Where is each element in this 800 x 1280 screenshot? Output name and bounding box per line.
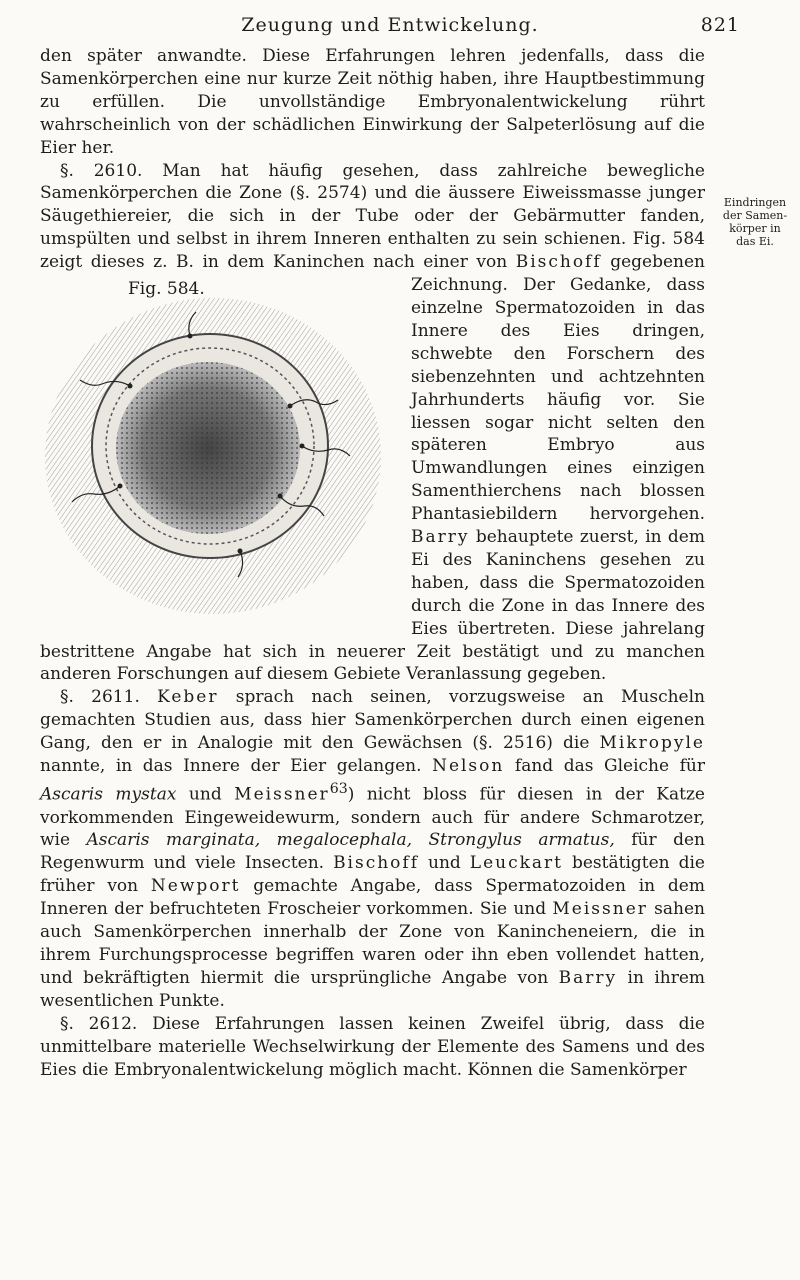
page-number: 821 — [700, 14, 740, 36]
margin-note-line: das Ei. — [736, 235, 774, 248]
author-name: Bischoff — [515, 252, 602, 273]
text-run: nannte, in das Innere der Eier gelangen. — [40, 756, 433, 777]
running-header — [40, 14, 740, 44]
paragraph-2610 — [40, 160, 705, 687]
paragraph-2612: §. 2612. Diese Erfahrungen lassen keinen Zweifel übrig, dass die unmittelbare materielle Wechselwirkung der Elemente des Samens und des Eies die Embryonalentwickelung möglich macht. Können die Samenkörper — [40, 1013, 705, 1080]
text-run: ) nicht bloss für diesen in der Katze vorkommenden Eingeweidewurm, sondern auch für andere Schmarotzer, wie — [40, 784, 705, 851]
rabbit-egg-illustration — [40, 296, 390, 621]
text-run: §. 2610. Man hat häufig gesehen, dass zahlreiche bewegliche Samenkörperchen die Zone (§. 2574) und die äussere Eiweissmasse junger Säugethiereier, die sich in der Tube oder der Gebärmutter fanden, umspülten und selbst in ihrem Inneren enthalten zu sein schienen. Fig. 584 zeigt dieses z. B. in dem Kaninchen nach einer von — [40, 160, 705, 273]
text-run: §. 2611. — [60, 687, 158, 708]
figure-caption: Fig. 584. — [128, 279, 205, 300]
text-run: gemachte Angabe, dass Spermatozoiden in dem Inneren der befruchteten Froscheier vorkommen. Sie und — [40, 876, 705, 920]
author-name: Leuckart — [469, 853, 563, 874]
body-text — [40, 45, 705, 1081]
text-run: und — [176, 784, 235, 805]
author-name: Newport — [150, 876, 241, 897]
running-title: Zeugung und Entwickelung. — [241, 14, 539, 36]
text-run: und — [419, 853, 470, 874]
species-name: Ascaris mystax — [40, 784, 177, 805]
author-name: Barry — [558, 967, 618, 988]
margin-note-line: körper in — [729, 222, 781, 235]
text-run: sprach nach seinen, vorzugsweise an Muscheln gemachten Studien aus, dass hier Samenkörperchen durch einen eigenen Gang, den er in Analogie mit den Gewächsen (§. 2516) die — [40, 687, 705, 754]
author-name: Keber — [157, 687, 219, 708]
species-name: Ascaris marginata, megalocephala, Strongylus armatus, — [86, 830, 615, 851]
paragraph-2611 — [40, 686, 705, 1012]
text-run: für den Regenwurm und viele Insecten. — [40, 830, 705, 874]
text-run: behauptete zuerst, in dem Ei des Kaninchens gesehen zu haben, dass die Spermatozoiden durch die Zone in das Innere des Eies übertreten. Diese jahrelang bestrittene Angabe hat sich in neuerer Zeit bestätigt und zu manchen anderen Forschungen auf diesem Gebiete Veranlassung gegeben. — [40, 527, 705, 685]
author-name: Meissner — [234, 784, 330, 805]
paragraph-1: den später anwandte. Diese Erfahrungen lehren jedenfalls, dass die Samenkörperchen eine nur kurze Zeit nöthig haben, ihre Hauptbestimmung zu erfüllen. Die unvollständige Embryonalentwickelung rührt wahrscheinlich von der schädlichen Einwirkung der Salpeterlösung auf die Eier her. — [40, 46, 705, 158]
text-run: fand das Gleiche für — [504, 756, 705, 777]
author-name: Meissner — [552, 899, 648, 920]
author-name: Barry — [411, 527, 470, 548]
text-run: gegebenen Zeichnung. Der Gedanke, dass einzelne Spermatozoiden in das Innere des Eies dringen, schwebte den Forschern des siebenzehnten und achtzehnten Jahrhunderts häufig vor. Sie liessen sogar nicht selten den späteren Embryo aus Umwandlungen eines einzigen Samenthierchens nach blossen Phantasiebildern hervorgehen. — [411, 252, 705, 525]
term-mikropyle: Mikropyle — [599, 733, 705, 754]
figure-584 — [40, 278, 395, 623]
margin-note-line: Eindringen — [723, 196, 787, 209]
footnote-ref: 63 — [329, 781, 348, 797]
text-run: bestätigten die früher von — [40, 853, 705, 897]
author-name: Bischoff — [333, 853, 420, 874]
text-run: sahen auch Samenkörperchen innerhalb der Zone von Kanincheneiern, die in ihrem Furchungsprocesse begriffen waren oder ihn eben vollendet hatten, und bekräftigten hiermit die ursprüngliche Angabe von — [40, 899, 705, 988]
margin-note — [714, 196, 796, 248]
text-run: in ihrem wesentlichen Punkte. — [40, 967, 706, 1011]
yolk-granules — [116, 362, 300, 534]
author-name: Nelson — [432, 756, 505, 777]
margin-note-line: der Samen- — [722, 209, 788, 222]
